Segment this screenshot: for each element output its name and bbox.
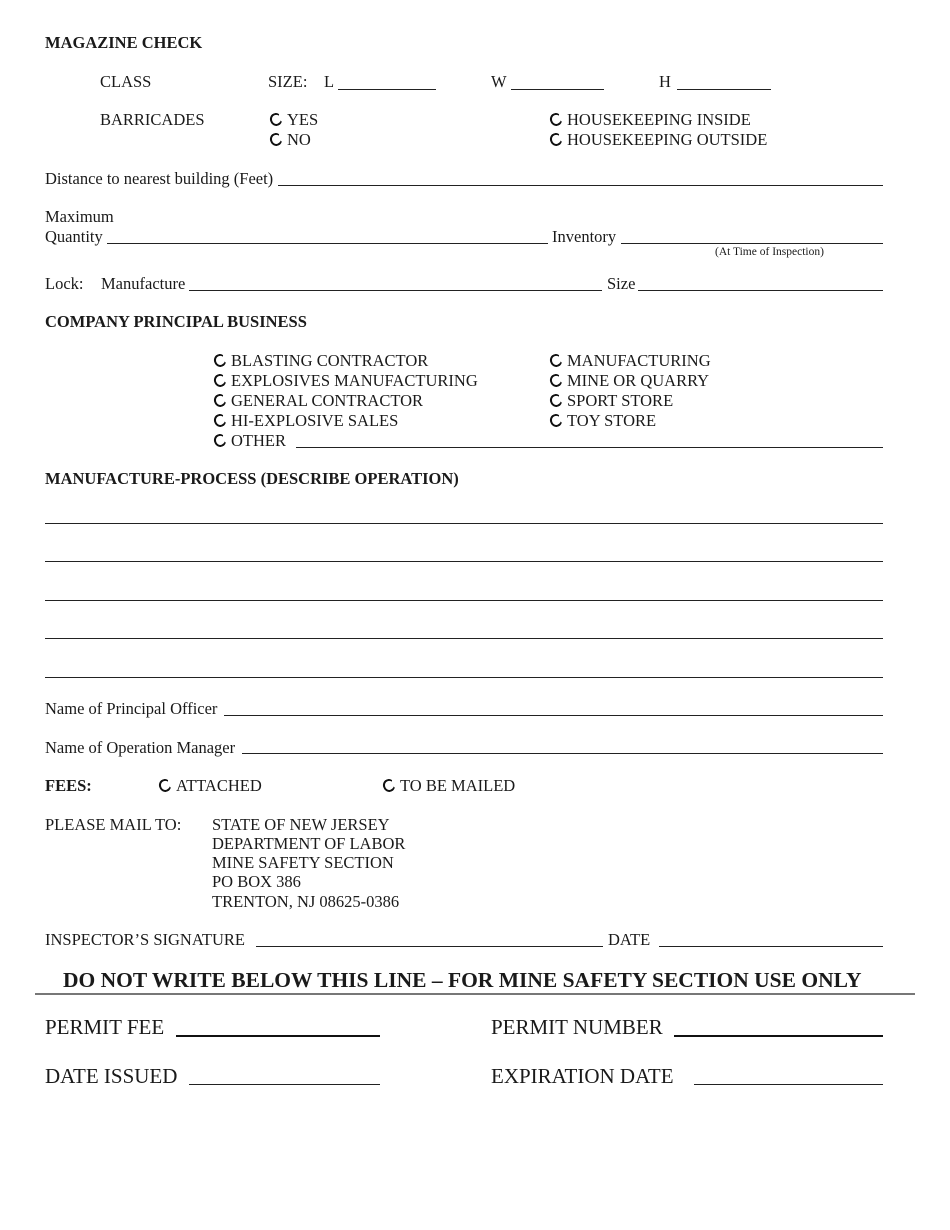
divider-rule [35,993,915,995]
option-blasting-contractor[interactable] [214,353,428,370]
other-field[interactable] [296,447,883,448]
principal-officer-field[interactable] [224,715,883,716]
option-label: MANUFACTURING [567,351,711,370]
radio-circle-icon [268,111,284,127]
permit-fee-field[interactable] [176,1035,380,1037]
manufacture-label: Manufacture [101,274,186,293]
expiration-date-field[interactable] [694,1084,883,1085]
radio-circle-icon [212,352,228,368]
option-label: OTHER [231,431,286,450]
option-label: BLASTING CONTRACTOR [231,351,429,370]
option-mine-or-quarry[interactable] [550,373,709,390]
lock-size-field[interactable] [638,290,883,291]
no-label: NO [287,130,311,149]
option-hi-explosive-sales[interactable] [214,413,398,430]
company-business-heading: COMPANY PRINCIPAL BUSINESS [45,312,307,331]
option-sport-store[interactable] [550,393,673,410]
option-label: SPORT STORE [567,391,674,410]
class-label: CLASS [100,72,152,91]
radio-circle-icon [212,372,228,388]
inventory-field[interactable] [621,243,883,244]
inspector-signature-field[interactable] [256,946,603,947]
radio-circle-icon [548,111,564,127]
option-other[interactable] [214,433,286,450]
radio-circle-icon [212,432,228,448]
length-field[interactable] [338,89,436,90]
option-label: GENERAL CONTRACTOR [231,391,424,410]
signature-date-label: DATE [608,930,651,949]
maximum-label: Maximum [45,207,114,226]
radio-circle-icon [548,412,564,428]
housekeeping-outside-label: HOUSEKEEPING OUTSIDE [567,130,768,149]
option-general-contractor[interactable] [214,393,423,410]
barricades-no-option[interactable] [270,132,311,149]
process-line-4[interactable] [45,638,883,639]
fees-mailed-option[interactable] [383,778,515,795]
radio-circle-icon [381,777,397,793]
width-label: W [491,72,507,91]
mail-address-line: PO BOX 386 [212,872,301,891]
barricades-yes-option[interactable] [270,112,318,129]
height-label: H [659,72,671,91]
process-line-3[interactable] [45,600,883,601]
option-label: EXPLOSIVES MANUFACTURING [231,371,478,390]
permit-number-label: PERMIT NUMBER [491,1015,663,1039]
radio-circle-icon [268,131,284,147]
fees-label: FEES: [45,776,92,795]
radio-circle-icon [157,777,173,793]
lock-manufacture-field[interactable] [189,290,602,291]
mail-address-line: MINE SAFETY SECTION [212,853,394,872]
mail-address-line: TRENTON, NJ 08625-0386 [212,892,400,911]
fees-attached-label: ATTACHED [176,776,262,795]
housekeeping-outside-option[interactable] [550,132,767,149]
radio-circle-icon [548,372,564,388]
option-toy-store[interactable] [550,413,656,430]
fees-mailed-label: TO BE MAILED [400,776,516,795]
process-line-1[interactable] [45,523,883,524]
radio-circle-icon [548,131,564,147]
fees-attached-option[interactable] [159,778,262,795]
mail-address-line: STATE OF NEW JERSEY [212,815,390,834]
process-line-2[interactable] [45,561,883,562]
width-field[interactable] [511,89,604,90]
date-issued-label: DATE ISSUED [45,1064,178,1088]
radio-circle-icon [548,392,564,408]
housekeeping-inside-label: HOUSEKEEPING INSIDE [567,110,751,129]
operation-manager-label: Name of Operation Manager [45,738,236,757]
height-field[interactable] [677,89,771,90]
inventory-label: Inventory [552,227,617,246]
distance-label: Distance to nearest building (Feet) [45,169,274,188]
signature-date-field[interactable] [659,946,883,947]
mail-address-line: DEPARTMENT OF LABOR [212,834,406,853]
permit-fee-label: PERMIT FEE [45,1015,165,1039]
permit-number-field[interactable] [674,1035,883,1037]
quantity-label: Quantity [45,227,103,246]
operation-manager-field[interactable] [242,753,883,754]
inventory-note: (At Time of Inspection) [715,246,824,258]
quantity-field[interactable] [107,243,548,244]
magazine-check-heading: MAGAZINE CHECK [45,33,203,52]
mail-to-label: PLEASE MAIL TO: [45,815,182,834]
size-label: SIZE: [268,72,308,91]
lock-size-label: Size [607,274,636,293]
option-explosives-manufacturing[interactable] [214,373,478,390]
housekeeping-inside-option[interactable] [550,112,751,129]
manufacture-process-heading: MANUFACTURE-PROCESS (DESCRIBE OPERATION) [45,469,459,488]
principal-officer-label: Name of Principal Officer [45,699,218,718]
length-label: L [324,72,335,91]
option-label: MINE OR QUARRY [567,371,710,390]
lock-label: Lock: [45,274,84,293]
expiration-date-label: EXPIRATION DATE [491,1064,674,1088]
process-line-5[interactable] [45,677,883,678]
option-label: HI-EXPLOSIVE SALES [231,411,399,430]
inspector-signature-label: INSPECTOR’S SIGNATURE [45,930,246,949]
distance-field[interactable] [278,185,883,186]
option-label: TOY STORE [567,411,657,430]
radio-circle-icon [548,352,564,368]
yes-label: YES [287,110,319,129]
radio-circle-icon [212,392,228,408]
option-manufacturing[interactable] [550,353,711,370]
office-use-heading: DO NOT WRITE BELOW THIS LINE – FOR MINE SAFETY SECTION USE ONLY [63,968,862,992]
date-issued-field[interactable] [189,1084,380,1085]
radio-circle-icon [212,412,228,428]
barricades-label: BARRICADES [100,110,205,129]
